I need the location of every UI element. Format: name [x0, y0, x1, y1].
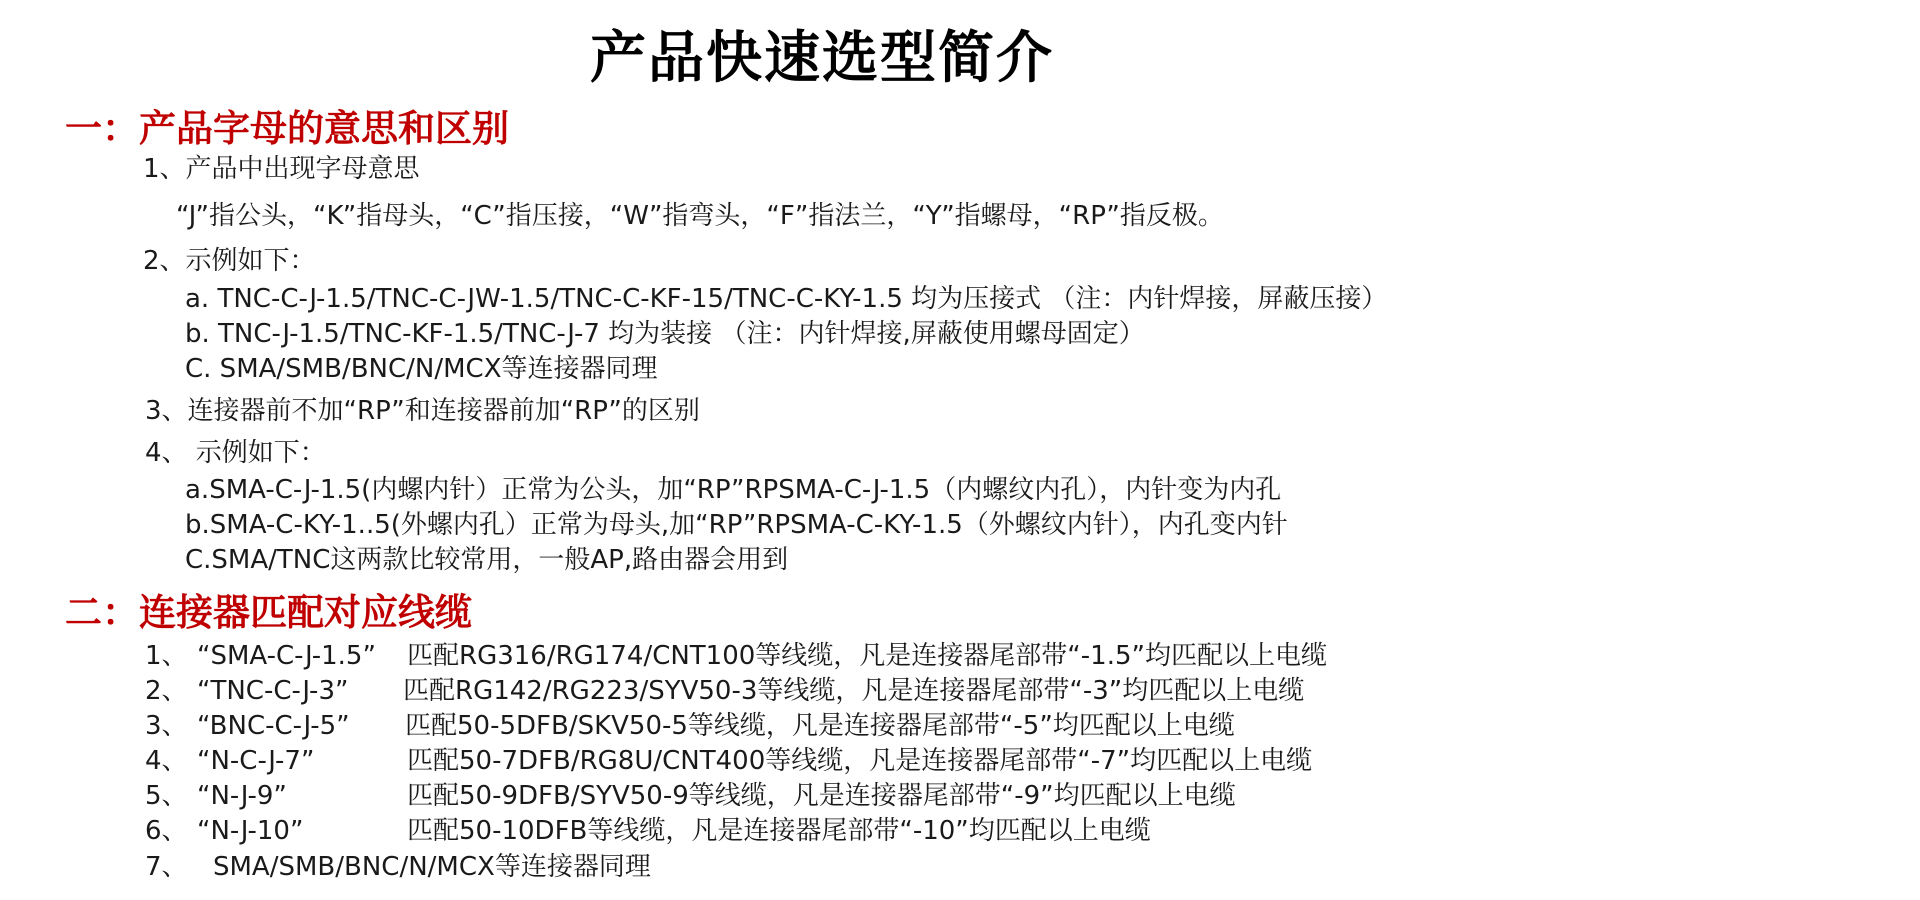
row-number: 4、	[145, 746, 188, 776]
row-description: 匹配50-5DFB/SKV50-5等线缆，凡是连接器尾部带“-5”均匹配以上电缆	[405, 711, 1235, 741]
item1-title: 1、产品中出现字母意思	[143, 154, 420, 184]
row-number: 1、	[145, 641, 188, 671]
item2-title: 2、示例如下：	[143, 246, 316, 276]
row-description: 匹配50-10DFB等线缆，凡是连接器尾部带“-10”均匹配以上电缆	[407, 816, 1151, 846]
row-description: 匹配50-7DFB/RG8U/CNT400等线缆，凡是连接器尾部带“-7”均匹配以上电缆	[407, 746, 1313, 776]
item2-example-c: C. SMA/SMB/BNC/N/MCX等连接器同理	[185, 354, 658, 384]
row-model: “SMA-C-J-1.5”	[197, 641, 376, 671]
page-title: 产品快速选型简介	[590, 26, 1054, 91]
row-description: 匹配50-9DFB/SYV50-9等线缆，凡是连接器尾部带“-9”均匹配以上电缆	[407, 781, 1236, 811]
item2-example-b: b. TNC-J-1.5/TNC-KF-1.5/TNC-J-7 均为装接 （注：内针焊接,屏蔽使用螺母固定）	[185, 319, 1145, 349]
item1-text: “J”指公头，“K”指母头，“C”指压接，“W”指弯头，“F”指法兰，“Y”指螺母，“RP”指反极。	[176, 201, 1224, 231]
item2-example-a: a. TNC-C-J-1.5/TNC-C-JW-1.5/TNC-C-KF-15/TNC-C-KY-1.5 均为压接式 （注：内针焊接，屏蔽压接）	[185, 284, 1388, 314]
row-model: “BNC-C-J-5”	[197, 711, 350, 741]
row-description: 匹配RG316/RG174/CNT100等线缆，凡是连接器尾部带“-1.5”均匹配以上电缆	[407, 641, 1327, 671]
item4-example-a: a.SMA-C-J-1.5(内螺内针）正常为公头，加“RP”RPSMA-C-J-1.5（内螺纹内孔），内针变为内孔	[185, 475, 1282, 505]
row-number: 3、	[145, 711, 188, 741]
item4-example-c: C.SMA/TNC这两款比较常用，一般AP,路由器会用到	[185, 545, 789, 575]
item3-title: 3、连接器前不加“RP”和连接器前加“RP”的区别	[145, 396, 700, 426]
row-number: 7、	[145, 852, 188, 882]
row-description: 匹配RG142/RG223/SYV50-3等线缆，凡是连接器尾部带“-3”均匹配以上电缆	[403, 676, 1305, 706]
item4-example-b: b.SMA-C-KY-1..5(外螺内孔）正常为母头,加“RP”RPSMA-C-KY-1.5（外螺纹内针），内孔变内针	[185, 510, 1288, 540]
section2-heading: 二：连接器匹配对应线缆	[65, 591, 472, 634]
row-description: SMA/SMB/BNC/N/MCX等连接器同理	[213, 852, 651, 882]
row-model: “N-J-9”	[197, 781, 287, 811]
row-model: “N-C-J-7”	[197, 746, 315, 776]
row-model: “TNC-C-J-3”	[197, 676, 349, 706]
item4-title: 4、 示例如下：	[145, 438, 326, 468]
row-number: 2、	[145, 676, 188, 706]
section1-heading: 一：产品字母的意思和区别	[65, 107, 509, 150]
row-number: 5、	[145, 781, 188, 811]
row-model: “N-J-10”	[197, 816, 304, 846]
row-number: 6、	[145, 816, 188, 846]
